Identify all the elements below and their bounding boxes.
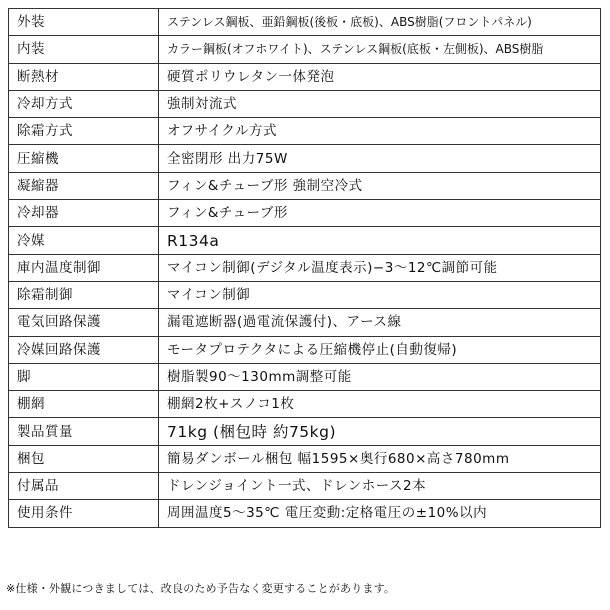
spec-value: 全密閉形 出力75W xyxy=(159,145,601,172)
spec-label: 断熱材 xyxy=(9,63,159,90)
spec-value: 漏電遮断器(過電流保護付)、アース線 xyxy=(159,309,601,336)
spec-label: 梱包 xyxy=(9,445,159,472)
spec-value: 樹脂製90〜130mm調整可能 xyxy=(159,363,601,390)
spec-row xyxy=(9,254,601,281)
spec-label: 冷媒回路保護 xyxy=(9,336,159,363)
spec-label: 脚 xyxy=(9,363,159,390)
spec-label: 外装 xyxy=(9,9,159,36)
spec-row xyxy=(9,391,601,418)
spec-label: 製品質量 xyxy=(9,418,159,445)
spec-label: 内装 xyxy=(9,36,159,63)
spec-value: 棚網2枚+スノコ1枚 xyxy=(159,391,601,418)
spec-value: 硬質ポリウレタン一体発泡 xyxy=(159,63,601,90)
spec-value: 強制対流式 xyxy=(159,90,601,117)
spec-value: R134a xyxy=(159,227,601,254)
spec-value: 71kg (梱包時 約75kg) xyxy=(159,418,601,445)
spec-row xyxy=(9,309,601,336)
spec-row xyxy=(9,63,601,90)
spec-row xyxy=(9,172,601,199)
spec-value: ドレンジョイント一式、ドレンホース2本 xyxy=(159,473,601,500)
spec-value: カラー鋼板(オフホワイト)、ステンレス鋼板(底板・左側板)、ABS樹脂 xyxy=(159,36,601,63)
spec-value: オフサイクル方式 xyxy=(159,118,601,145)
spec-table xyxy=(8,8,601,528)
spec-row xyxy=(9,90,601,117)
spec-row xyxy=(9,418,601,445)
spec-label: 電気回路保護 xyxy=(9,309,159,336)
spec-label: 除霜方式 xyxy=(9,118,159,145)
spec-row xyxy=(9,200,601,227)
spec-row xyxy=(9,336,601,363)
spec-row xyxy=(9,473,601,500)
spec-row xyxy=(9,36,601,63)
spec-value: フィン&チューブ形 xyxy=(159,200,601,227)
spec-value: ステンレス鋼板、亜鉛鋼板(後板・底板)、ABS樹脂(フロントパネル) xyxy=(159,9,601,36)
spec-row xyxy=(9,9,601,36)
footnote: ※仕様・外観につきましては、改良のため予告なく変更することがあります。 xyxy=(6,582,396,595)
spec-label: 冷却方式 xyxy=(9,90,159,117)
spec-row xyxy=(9,145,601,172)
spec-label: 庫内温度制御 xyxy=(9,254,159,281)
spec-row xyxy=(9,500,601,527)
spec-row xyxy=(9,363,601,390)
spec-label: 使用条件 xyxy=(9,500,159,527)
spec-label: 棚網 xyxy=(9,391,159,418)
spec-value: 周囲温度5〜35℃ 電圧変動:定格電圧の±10%以内 xyxy=(159,500,601,527)
spec-label: 冷媒 xyxy=(9,227,159,254)
spec-value: フィン&チューブ形 強制空冷式 xyxy=(159,172,601,199)
spec-label: 圧縮機 xyxy=(9,145,159,172)
spec-row xyxy=(9,445,601,472)
spec-label: 除霜制御 xyxy=(9,281,159,308)
spec-value: 簡易ダンボール梱包 幅1595×奥行680×高さ780mm xyxy=(159,445,601,472)
spec-row xyxy=(9,118,601,145)
spec-label: 凝縮器 xyxy=(9,172,159,199)
spec-row xyxy=(9,227,601,254)
spec-value: マイコン制御(デジタル温度表示)−3〜12℃調節可能 xyxy=(159,254,601,281)
spec-value: モータプロテクタによる圧縮機停止(自動復帰) xyxy=(159,336,601,363)
spec-table-body xyxy=(9,9,601,528)
spec-label: 付属品 xyxy=(9,473,159,500)
spec-label: 冷却器 xyxy=(9,200,159,227)
spec-value: マイコン制御 xyxy=(159,281,601,308)
spec-row xyxy=(9,281,601,308)
